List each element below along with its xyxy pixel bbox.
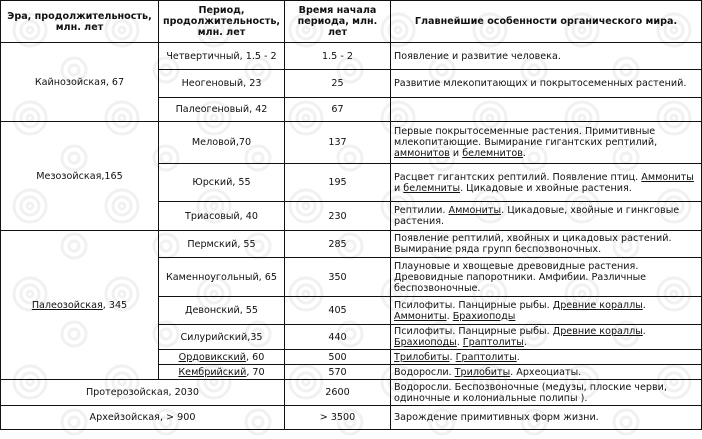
header-period: Период, продолжительность, млн. лет: [159, 1, 285, 43]
features-devonian: Псилофиты. Панцирные рыбы. Древние кораллы. Аммониты. Брахиоподы: [391, 297, 702, 325]
link-paleozoic[interactable]: Палеозойская: [31, 299, 103, 311]
period-neogene: Неогеновый, 23: [159, 70, 285, 98]
period-ordovician: Ордовикский, 60: [159, 350, 285, 365]
start-paleogene: 67: [285, 98, 391, 122]
period-silurian: Силурийский,35: [159, 325, 285, 350]
link-trilobites[interactable]: Трилобиты: [454, 366, 511, 378]
start-permian: 285: [285, 231, 391, 258]
features-neogene: Развитие млекопитающих и покрытосеменных растений.: [391, 70, 702, 98]
header-era: Эра, продолжительность, млн. лет: [1, 1, 159, 43]
features-proterozoic: Водоросли. Беспозвоночные (медузы, плоские черви, одиночные и колониальные полипы ).: [391, 380, 702, 406]
features-carboniferous: Плауновые и хвощевые древовидные растения. Древовидные папоротники. Амфибии. Различные беспозвоночные.: [391, 258, 702, 297]
period-cambrian: Кембрийский, 70: [159, 365, 285, 380]
features-permian: Появление рептилий, хвойных и цикадовых растений. Вымирание ряда групп беспозвоночных.: [391, 231, 702, 258]
link-ammonites[interactable]: аммонитов: [394, 148, 450, 159]
link-ammonites[interactable]: Аммониты: [394, 310, 447, 322]
link-ordovician[interactable]: Ордовикский: [178, 351, 247, 363]
period-jurassic: Юрский, 55: [159, 164, 285, 202]
table-row: [1, 122, 702, 164]
link-ammonites[interactable]: Аммониты: [448, 205, 502, 216]
start-cambrian: 570: [285, 365, 391, 380]
features-cambrian: Водоросли. Трилобиты. Археоциаты.: [391, 365, 702, 380]
link-cambrian[interactable]: Кембрийский: [178, 366, 247, 378]
period-paleogene: Палеогеновый, 42: [159, 98, 285, 122]
link-graptolites[interactable]: Граптолиты: [462, 337, 524, 348]
start-carboniferous: 350: [285, 258, 391, 297]
start-cretaceous: 137: [285, 122, 391, 164]
table-row: [1, 43, 702, 70]
start-devonian: 405: [285, 297, 391, 325]
era-cenozoic: Кайнозойская, 67: [1, 43, 159, 122]
start-quaternary: 1.5 - 2: [285, 43, 391, 70]
start-proterozoic: 2600: [285, 380, 391, 406]
period-quaternary: Четвертичный, 1.5 - 2: [159, 43, 285, 70]
features-ordovician: Трилобиты. Граптолиты.: [391, 350, 702, 365]
features-cretaceous: Первые покрытосеменные растения. Примитивные млекопитающие. Вымирание гигантских рептилий, аммонитов и белемнитов.: [391, 122, 702, 164]
link-graptolites[interactable]: Граптолиты: [455, 351, 517, 363]
features-silurian: Псилофиты. Панцирные рыбы. Древние кораллы. Брахиоподы. Граптолиты.: [391, 325, 702, 350]
period-devonian: Девонский, 55: [159, 297, 285, 325]
features-jurassic: Расцвет гигантских рептилий. Появление птиц. Аммониты и белемниты. Цикадовые и хвойные растения.: [391, 164, 702, 202]
start-jurassic: 195: [285, 164, 391, 202]
link-belemnites[interactable]: белемнитов: [462, 148, 523, 159]
start-archean: > 3500: [285, 406, 391, 430]
header-start: Время начала периода, млн. лет: [285, 1, 391, 43]
link-ancient-corals[interactable]: Древние кораллы: [552, 326, 643, 337]
era-paleozoic: Палеозойская, 345: [1, 231, 159, 380]
features-triassic: Рептилии. Аммониты. Цикадовые, хвойные и гинкговые растения.: [391, 202, 702, 231]
link-brachiopods[interactable]: Брахиоподы: [452, 310, 516, 322]
period-cretaceous: Меловой,70: [159, 122, 285, 164]
link-ancient-corals[interactable]: Древние кораллы: [552, 299, 643, 311]
period-permian: Пермский, 55: [159, 231, 285, 258]
era-proterozoic: Протерозойская, 2030: [1, 380, 285, 406]
features-quaternary: Появление и развитие человека.: [391, 43, 702, 70]
header-features: Главнейшие особенности органического мира.: [391, 1, 702, 43]
link-belemnites[interactable]: белемниты: [403, 182, 461, 194]
features-paleogene: [391, 98, 702, 122]
link-brachiopods[interactable]: Брахиоподы: [394, 337, 457, 348]
table-row: [1, 231, 702, 258]
period-triassic: Триасовый, 40: [159, 202, 285, 231]
era-archean: Архейзойская, > 900: [1, 406, 285, 430]
era-mesozoic: Мезозойская,165: [1, 122, 159, 231]
table-row: [1, 380, 702, 406]
link-ammonites[interactable]: Аммониты: [641, 171, 694, 183]
link-trilobites[interactable]: Трилобиты: [394, 351, 450, 363]
start-triassic: 230: [285, 202, 391, 231]
start-ordovician: 500: [285, 350, 391, 365]
header-row: [1, 1, 702, 43]
start-silurian: 440: [285, 325, 391, 350]
features-archean: Зарождение примитивных форм жизни.: [391, 406, 702, 430]
start-neogene: 25: [285, 70, 391, 98]
period-carboniferous: Каменноугольный, 65: [159, 258, 285, 297]
table-row: [1, 406, 702, 430]
